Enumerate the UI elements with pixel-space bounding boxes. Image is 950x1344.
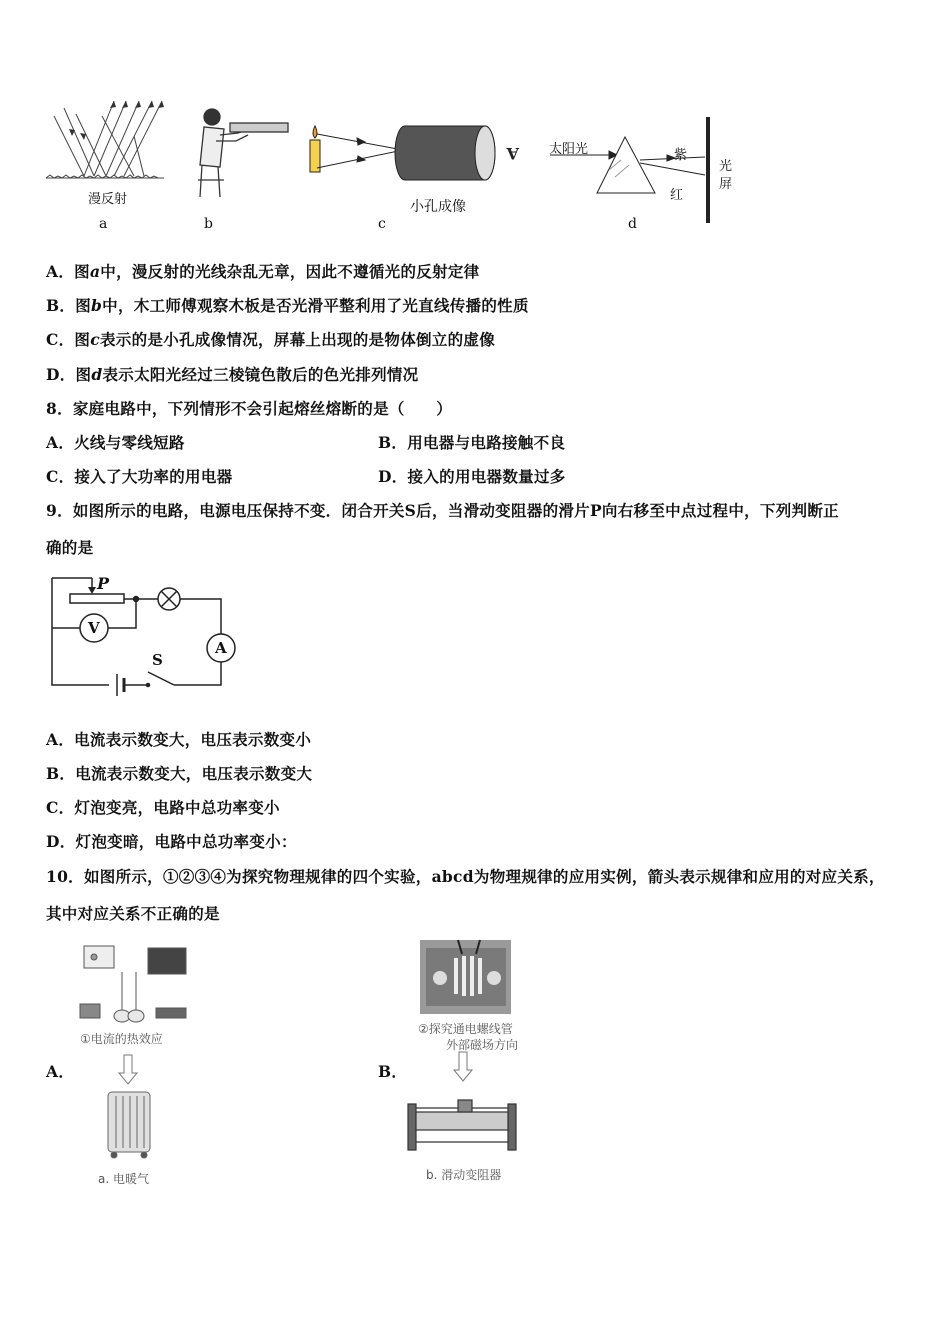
circuit-label-a: A: [215, 639, 227, 657]
q8-stem: 8．家庭电路中，下列情形不会引起熔丝熔断的是（ ）: [46, 399, 453, 418]
q10-b-bottom-caption: b. 滑动变阻器: [426, 1168, 502, 1182]
q9-stem-line2: 确的是: [46, 538, 94, 557]
q10-option-b-label: B．: [378, 1062, 408, 1081]
pinhole-imaging-figure: [305, 118, 535, 198]
circuit-diagram: [44, 570, 244, 705]
q9-option-b: B．电流表示数变大，电压表示数变大: [46, 764, 313, 783]
q7-option-b: B．图b中，木工师傅观察木板是否光滑平整利用了光直线传播的性质: [46, 296, 529, 315]
fig-c-label: c: [378, 216, 386, 232]
fig-c-caption: 小孔成像: [410, 199, 466, 215]
q10-option-a-label: A．: [46, 1062, 75, 1081]
sliding-rheostat-image: [404, 1098, 520, 1154]
q10-a-bottom-caption: a. 电暖气: [98, 1172, 149, 1186]
circuit-label-v: V: [88, 619, 100, 637]
q10-stem-line2: 其中对应关系不正确的是: [46, 904, 220, 923]
fig-b-label: b: [204, 216, 213, 232]
q7-option-d: D．图d表示太阳光经过三棱镜色散后的色光排列情况: [46, 365, 419, 384]
arrow-down-icon: [453, 1052, 473, 1082]
q7-option-c: C．图c表示的是小孔成像情况，屏幕上出现的是物体倒立的虚像: [46, 330, 496, 349]
electric-heater-image: [104, 1088, 154, 1160]
fig-d-red: 红: [670, 188, 684, 203]
q8-option-b: B．用电器与电路接触不良: [378, 433, 566, 452]
carpenter-figure: [190, 105, 290, 200]
q10-a-top-caption: ①电流的热效应: [80, 1032, 163, 1046]
arrow-down-icon: [118, 1055, 138, 1085]
q9-option-d: D．灯泡变暗，电路中总功率变小：: [46, 832, 297, 851]
circuit-label-p: P: [97, 574, 110, 593]
q9-stem-line1: 9．如图所示的电路，电源电压保持不变．闭合开关S后，当滑动变阻器的滑片P向右移至中点过程中，下列判断正: [46, 501, 839, 520]
solenoid-experiment-image: [418, 938, 513, 1016]
fig-d-screen-2: 屏: [719, 177, 733, 192]
q8-option-c: C．接入了大功率的用电器: [46, 467, 233, 486]
q10-b-top-caption-line2: 外部磁场方向: [446, 1038, 519, 1052]
fig-d-purple: 紫: [674, 148, 688, 163]
svg-text:A: A: [506, 144, 519, 163]
prism-dispersion-figure: [545, 115, 720, 225]
fig-d-sunlight: 太阳光: [549, 142, 589, 157]
heating-effect-experiment-image: [76, 942, 191, 1032]
fig-a-label: a: [99, 216, 108, 232]
fig-d-screen-1: 光: [719, 159, 733, 174]
q7-option-a: A．图a中，漫反射的光线杂乱无章，因此不遵循光的反射定律: [46, 262, 480, 281]
q9-option-a: A．电流表示数变大，电压表示数变小: [46, 730, 312, 749]
diffuse-reflection-figure: [44, 96, 169, 191]
circuit-label-s: S: [152, 651, 163, 669]
q10-b-top-caption-line1: ②探究通电螺线管: [418, 1022, 513, 1036]
q10-stem-line1: 10．如图所示，①②③④为探究物理规律的四个实验，abcd为物理规律的应用实例，箭头表示规律和应用的对应关系，: [46, 867, 885, 886]
q8-option-a: A．火线与零线短路: [46, 433, 185, 452]
q8-option-d: D．接入的用电器数量过多: [378, 467, 566, 486]
fig-d-label: d: [628, 216, 637, 232]
q9-option-c: C．灯泡变亮，电路中总功率变小: [46, 798, 280, 817]
fig-a-caption: 漫反射: [88, 192, 128, 207]
